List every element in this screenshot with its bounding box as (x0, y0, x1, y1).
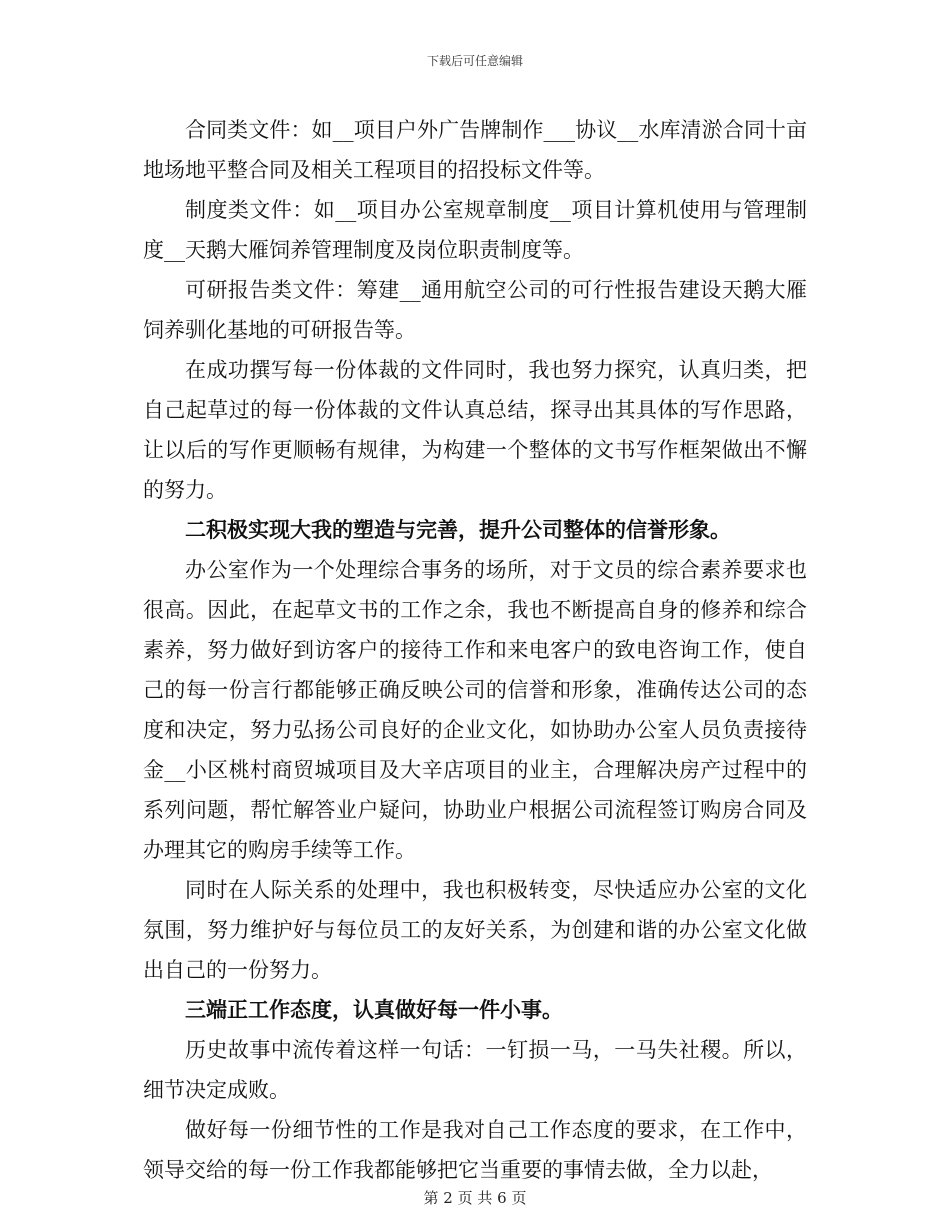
document-body (143, 110, 807, 1190)
paragraph-interpersonal: 同时在人际关系的处理中，我也积极转变，尽快适应办公室的文化氛围，努力维护好与每位员工的友好关系，为创建和谐的办公室文化做出自己的一份努力。 (143, 878, 807, 982)
paragraph-regulation-docs: 制度类文件：如__项目办公室规章制度__项目计算机使用与管理制度__天鹅大雁饲养管理制度及岗位职责制度等。 (143, 198, 807, 262)
section-heading-2: 二积极实现大我的塑造与完善，提升公司整体的信誉形象。 (185, 517, 731, 542)
paragraph-work-attitude: 做好每一份细节性的工作是我对自己工作态度的要求，在工作中，领导交给的每一份工作我都能够把它当重要的事情去做，全力以赴， (143, 1118, 807, 1182)
paragraph-writing-summary: 在成功撰写每一份体裁的文件同时，我也努力探究，认真归类，把自己起草过的每一份体裁的文件认真总结，探寻出其具体的写作思路，让以后的写作更顺畅有规律，为构建一个整体的文书写作框架做出不懈的努力。 (143, 358, 807, 502)
paragraph-office-reception: 办公室作为一个处理综合事务的场所，对于文员的综合素养要求也很高。因此，在起草文书的工作之余，我也不断提高自身的修养和综合素养，努力做好到访客户的接待工作和来电客户的致电咨询工作，使自己的每一份言行都能够正确反映公司的信誉和形象，准确传达公司的态度和决定，努力弘扬公司良好的企业文化，如协助办公室人员负责接待金__小区桃村商贸城项目及大辛店项目的业主，合理解决房产过程中的系列问题，帮忙解答业户疑问，协助业户根据公司流程签订购房合同及办理其它的购房手续等工作。 (143, 558, 807, 862)
paragraph-history-saying: 历史故事中流传着这样一句话：一钉损一马，一马失社稷。所以，细节决定成败。 (143, 1038, 807, 1102)
page-header: 下载后可任意编辑 (426, 54, 523, 68)
paragraph-contract-docs: 合同类文件：如__项目户外广告牌制作___协议__水库清淤合同十亩地场地平整合同及相关工程项目的招投标文件等。 (143, 118, 807, 182)
section-heading-3: 三端正工作态度，认真做好每一件小事。 (185, 997, 563, 1022)
paragraph-feasibility-docs: 可研报告类文件：筹建__通用航空公司的可行性报告建设天鹅大雁饲养驯化基地的可研报告等。 (143, 278, 807, 342)
page-footer: 第 2 页 共 6 页 (423, 1189, 527, 1207)
